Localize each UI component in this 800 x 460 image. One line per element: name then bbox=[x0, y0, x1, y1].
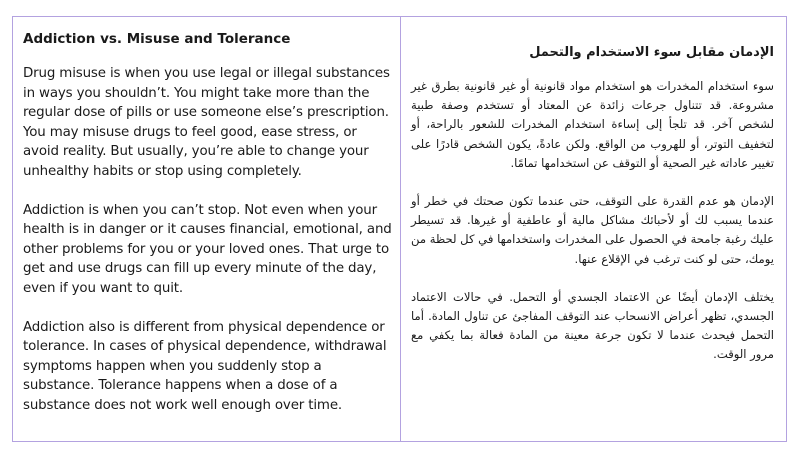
english-paragraph-dependence: Addiction also is different from physical dependence or tolerance. In cases of physical dependence, withdrawal symptoms happen when you suddenly stop a substance. Tolerance happens when a dose of a substance does not work well enough over time. bbox=[23, 319, 387, 413]
arabic-paragraph-misuse: سوء استخدام المخدرات هو استخدام مواد قانونية أو غير قانونية بطرق غير مشروعة. قد تتناول جرعات زائدة عن المعتاد أو تستخدم وصفة طبية لشخص آخر. قد تلجأ إلى إساءة استخدام المخدرات للشعور بالراحة، أو لتخفيف التوتر، أو للهروب من الواقع. ولكن عادةً، يكون الشخص قادرًا على تغيير عاداته غير الصحية أو التوقف عن استخدامها تمامًا. bbox=[411, 79, 774, 170]
english-paragraph-misuse: Drug misuse is when you use legal or illegal substances in ways you shouldn’t. You might take more than the regular dose of pills or use someone else’s prescription. You may misuse drugs to feel good, ease stress, or avoid reality. But usually, you’re able to change your unhealthy habits or stop using completely. bbox=[23, 66, 390, 179]
english-title: Addiction vs. Misuse and Tolerance bbox=[23, 31, 291, 47]
arabic-paragraph-dependence: يختلف الإدمان أيضًا عن الاعتماد الجسدي أو التحمل. في حالات الاعتماد الجسدي، تظهر أعراض الانسحاب عند التوقف المفاجئ عن تناول المادة. أما التحمل فيحدث عندما لا تكون جرعة معينة من المادة فعالة بما يكفي مع مرور الوقت. bbox=[411, 289, 774, 362]
english-column bbox=[13, 17, 401, 441]
arabic-paragraph-addiction: الإدمان هو عدم القدرة على التوقف، حتى عندما تكون صحتك في خطر أو عندما يسبب لك أو لأحبائك مشاكل مالية أو عاطفية أو غيرها. قد تسيطر عليك رغبة جامحة في الحصول على المخدرات واستخدامها في كل لحظة من يومك، حتى لو كنت ترغب في الإقلاع عنها. bbox=[411, 194, 774, 266]
english-paragraph-addiction: Addiction is when you can’t stop. Not even when your health is in danger or it causes financial, emotional, and other problems for you or your loved ones. That urge to get and use drugs can fill up every minute of the day, even if you want to quit. bbox=[23, 202, 392, 296]
arabic-column bbox=[401, 17, 786, 441]
arabic-title: الإدمان مقابل سوء الاستخدام والتحمل bbox=[529, 45, 774, 60]
bilingual-table bbox=[12, 16, 787, 442]
